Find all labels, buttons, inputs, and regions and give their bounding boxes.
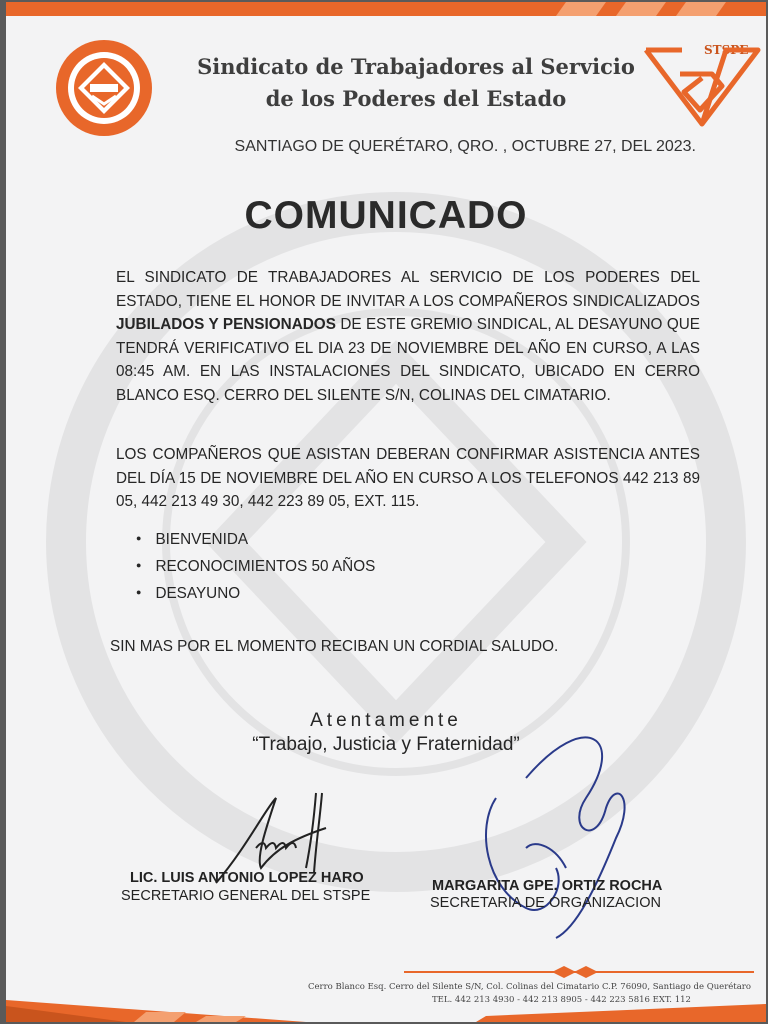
attentively-label: Atentamente (310, 710, 462, 731)
confirmation-paragraph: LOS COMPAÑEROS QUE ASISTAN DEBERAN CONFIRMAR ASISTENCIA ANTES DEL DÍA 15 DE NOVIEMBRE DEL AÑO EN CURSO A LOS TELEFONOS 442 213 89 05, 442 213 49 30, 442 223 89 05, EXT. 115. (116, 446, 700, 510)
signatory-right-name: MARGARITA GPE. ORTIZ ROCHA (432, 878, 663, 894)
paragraph-text: EL SINDICATO DE TRABAJADORES AL SERVICIO DE LOS PODERES DEL ESTADO, TIENE EL HONOR DE INVITAR A LOS COMPAÑEROS SINDICALIZADOS (116, 269, 700, 310)
agenda-list (136, 528, 375, 609)
footer-address: Cerro Blanco Esq. Cerro del Silente S/N, Col. Colinas del Cimatario C.P. 76090, Santiago de Querétaro (308, 982, 751, 992)
stspe-logo (642, 40, 762, 130)
stspe-logo-text: STSPE (704, 43, 749, 57)
top-decorative-band (6, 2, 766, 16)
agenda-item: ● DESAYUNO (136, 582, 375, 609)
agenda-item: ● BIENVENIDA (136, 528, 375, 555)
organization-name-line-2: de los Poderes del Estado (265, 86, 567, 111)
invitation-paragraph (116, 266, 700, 407)
closing-line: SIN MAS POR EL MOMENTO RECIBAN UN CORDIAL SALUDO. (110, 638, 559, 655)
paragraph-text: DE ESTE GREMIO SINDICAL, AL DESAYUNO QUE TENDRÁ VERIFICATIVO EL DIA 23 DE NOVIEMBRE DEL AÑO EN CURSO, A LAS 08:45 AM. EN LAS INSTALACIONES DEL SINDICATO, UBICADO EN CERRO BLANCO ESQ. CERRO DEL SILENTE S/N, COLINAS DEL CIMATARIO. (116, 316, 700, 404)
agenda-item: ● RECONOCIMIENTOS 50 AÑOS (136, 555, 375, 582)
signatory-left-title: SECRETARIO GENERAL DEL STSPE (121, 888, 371, 904)
motto: “Trabajo, Justicia y Fraternidad” (252, 734, 520, 755)
bottom-decorative-band (6, 982, 766, 1022)
footer-divider (404, 966, 754, 978)
bold-highlight: JUBILADOS Y PENSIONADOS (116, 316, 336, 333)
union-seal-logo (54, 38, 154, 138)
document-date: SANTIAGO DE QUERÉTARO, QRO. , OCTUBRE 27, DEL 2023. (234, 138, 696, 155)
footer-phones: TEL. 442 213 4930 - 442 213 8905 - 442 223 5816 EXT. 112 (432, 995, 691, 1005)
signatory-left-name: LIC. LUIS ANTONIO LOPEZ HARO (130, 870, 364, 886)
document-page (6, 2, 766, 1022)
signatory-right-title: SECRETARIA DE ORGANIZACION (430, 895, 661, 911)
document-heading: COMUNICADO (244, 194, 528, 237)
organization-name-line-1: Sindicato de Trabajadores al Servicio (197, 54, 635, 79)
